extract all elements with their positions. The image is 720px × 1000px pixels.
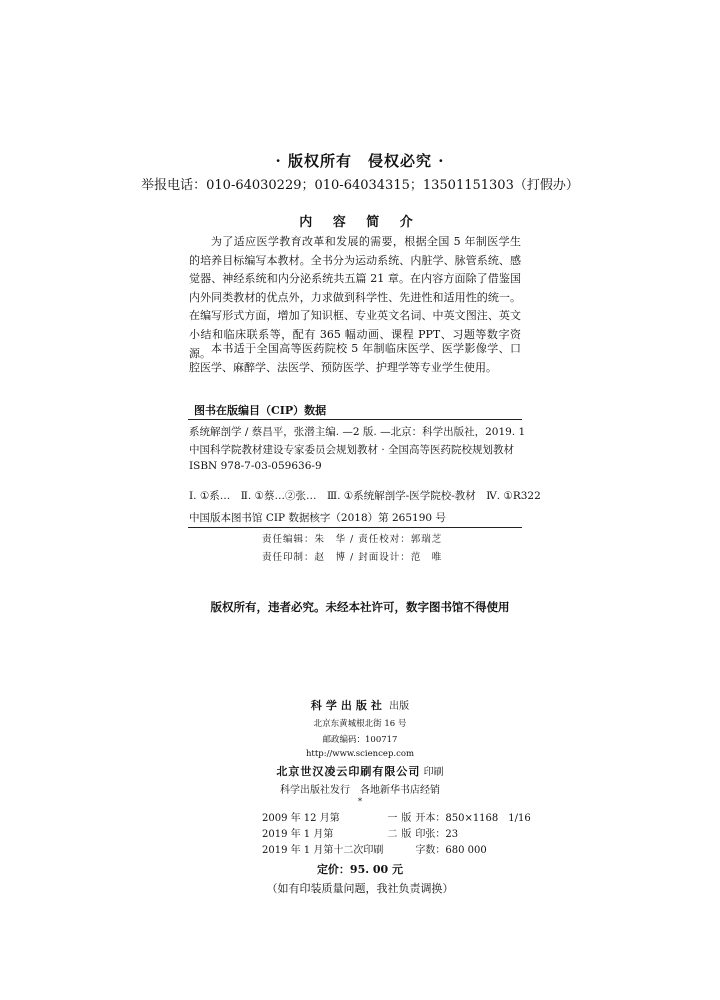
summary-paragraph-1: 为了适应医学教育改革和发展的需要，根据全国 5 年制医学生的培养目标编写本教材。全书分为运动系统、内脏学、脉管系统、感觉器、神经系统和内分泌系统共五篇 21 章。在内容方面除了借鉴国内外同类教材的优点外，力求做到科学性、先进性和适用性的统一。在编写形式方面，增加了知识框、专业英文名词、中英文图注、英文小结和临床联系等，配有 365 幅动画、课程 PPT、习题等数字资源。 [189, 235, 521, 360]
separator-star: * [357, 797, 363, 807]
publisher-line [0, 697, 720, 713]
edition-info: 字数：680 000 [415, 845, 487, 856]
printer-name: 北京世汉凌云印刷有限公司 [276, 765, 421, 778]
cip-classification: Ⅰ. ①系… Ⅱ. ①蔡…②张… Ⅲ. ①系统解剖学-医学院校-教材 Ⅳ. ①R322 [189, 490, 541, 502]
publisher-postcode: 邮政编码：100717 [322, 735, 398, 745]
credits-editor: 责任编辑：朱 华 / 责任校对：郭瑞芝 [262, 534, 443, 545]
edition-number [387, 843, 401, 859]
usage-notice: 版权所有，违者必究。未经本社许可，数字图书馆不得使用 [210, 600, 510, 614]
publisher-name: 科学出版社 [310, 699, 386, 712]
cip-line-1: 系统解剖学 / 蔡昌平，张潜主编. —2 版. —北京：科学出版社，2019. 1 [189, 426, 526, 438]
publisher-address: 北京东黄城根北街 16 号 [313, 719, 407, 729]
edition-row [262, 811, 535, 827]
edition-date: 2019 年 1 月第十二次印刷 [262, 845, 384, 856]
edition-type: 版 [401, 829, 412, 840]
cip-title: 图书在版编目（CIP）数据 [194, 404, 327, 417]
publisher-url: http://www.sciencep.com [305, 749, 415, 759]
report-hotline: 举报电话：010-64030229；010-64034315；13501151303（打假办） [141, 178, 579, 193]
cip-number: 中国版本图书馆 CIP 数据核字（2018）第 265190 号 [189, 512, 446, 524]
edition-table [262, 811, 535, 859]
cip-line-2: 中国科学院教材建设专家委员会规划教材 · 全国高等医药院校规划教材 [189, 444, 515, 456]
edition-type [401, 843, 415, 859]
copyright-title: · 版权所有 侵权必究 · [275, 152, 445, 170]
edition-date: 2019 年 1 月第 [262, 829, 334, 840]
quality-note: （如有印装质量问题，我社负责调换） [266, 882, 454, 895]
distribution: 科学出版社发行 各地新华书店经销 [280, 785, 440, 796]
price: 定价：95. 00 元 [316, 863, 404, 876]
printer-suffix: 印刷 [423, 767, 444, 778]
cip-bottom-rule [188, 527, 522, 528]
printer-line [0, 763, 720, 779]
edition-info: 开本：850×1168 1/16 [415, 813, 531, 824]
edition-row [262, 827, 535, 843]
cip-top-rule [188, 419, 522, 420]
credits-printing: 责任印制：赵 博 / 封面设计：范 唯 [262, 552, 443, 563]
edition-number: 一 [387, 813, 398, 824]
edition-row [262, 843, 535, 859]
cip-isbn: ISBN 978-7-03-059636-9 [189, 460, 322, 472]
summary-title: 内 容 简 介 [299, 215, 421, 230]
edition-date: 2009 年 12 月第 [262, 813, 340, 824]
summary-paragraph-2: 本书适于全国高等医药院校 5 年制临床医学、医学影像学、口腔医学、麻醉学、法医学、预防医学、护理学等专业学生使用。 [189, 342, 521, 374]
edition-info: 印张：23 [415, 829, 459, 840]
edition-type: 版 [401, 813, 412, 824]
publisher-name-suffix: 出版 [389, 701, 410, 712]
edition-number: 二 [387, 829, 398, 840]
